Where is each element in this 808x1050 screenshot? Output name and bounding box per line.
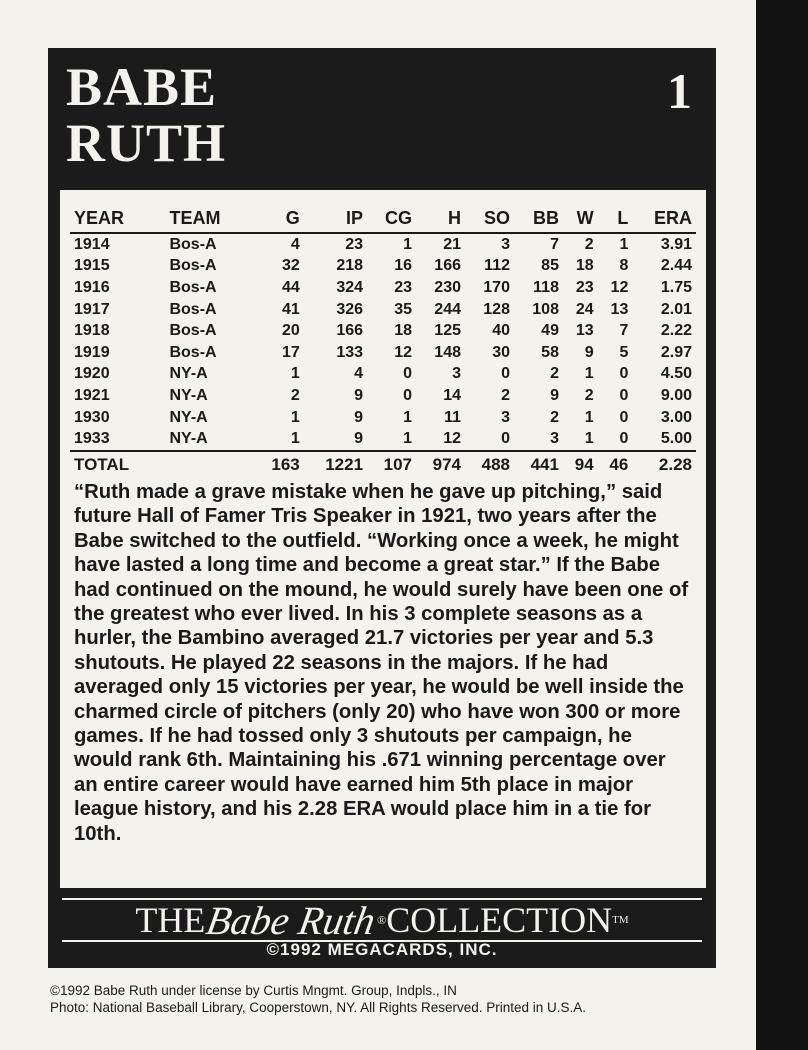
stats-cell-team: Bos-A [169,322,217,340]
stats-cell-so: 112 [484,257,510,275]
stats-cell-bb: 108 [532,300,559,318]
stats-header-row [70,206,696,233]
stats-cell-w: 1 [584,408,594,426]
stats-cell-year: 1915 [74,257,110,275]
legal-text [50,982,730,1016]
stats-cell-ip: 9 [354,386,364,404]
stats-cell-l: 0 [619,365,629,383]
stats-cell-w: 9 [584,343,594,361]
stats-cell-ip: 23 [345,235,364,253]
stats-cell-h: 148 [434,343,461,361]
stats-cell-ip: 326 [336,300,364,318]
stats-cell-w: 1 [584,430,594,448]
stats-cell-bb: 2 [550,408,559,426]
stats-total-l: 46 [598,451,633,478]
stats-row [70,407,696,429]
stats-cell-g: 41 [281,300,300,318]
stats-cell-so: 128 [483,300,510,318]
stats-cell-g: 1 [290,430,300,448]
stats-cell-ip: 4 [354,365,364,383]
stats-total-cg: 107 [367,451,416,478]
stats-cell-g: 32 [281,257,300,275]
stats-cell-w: 23 [575,278,594,296]
stats-cell-l: 8 [619,257,629,275]
stats-cell-bb: 2 [550,365,559,383]
stats-cell-team: Bos-A [169,300,217,318]
stats-row [70,320,696,342]
stats-cell-year: 1920 [74,365,110,383]
stats-cell-cg: 1 [403,430,413,448]
stats-total-bb: 441 [514,451,563,478]
stats-cell-era: 5.00 [660,430,692,448]
stats-cell-w: 24 [575,300,594,318]
stats-total-h: 974 [416,451,465,478]
stats-cell-l: 0 [619,386,629,404]
stats-cell-h: 21 [443,235,461,253]
stats-total-ip: 1221 [304,451,367,478]
stats-cell-w: 2 [584,386,594,404]
stats-cell-year: 1919 [74,343,110,361]
stats-cell-era: 2.97 [660,343,692,361]
stats-cell-year: 1914 [74,235,110,253]
stats-header-w: W [563,206,598,233]
stats-row [70,299,696,321]
stats-cell-year: 1933 [74,430,110,448]
stats-header-h: H [416,206,465,233]
stats-cell-team: Bos-A [169,278,217,296]
stats-cell-bb: 9 [550,386,559,404]
pitching-stats-table [70,206,696,478]
stats-cell-h: 230 [434,278,461,296]
stats-cell-h: 12 [443,430,461,448]
stats-header-cg: CG [367,206,416,233]
stats-cell-l: 0 [619,430,629,448]
player-name [66,57,227,173]
stats-cell-cg: 0 [403,386,413,404]
stats-row [70,277,696,299]
stats-cell-l: 7 [619,322,629,340]
stats-cell-so: 170 [483,278,510,296]
stats-cell-w: 13 [575,322,594,340]
stats-cell-cg: 23 [394,278,413,296]
stats-header-era: ERA [632,206,696,233]
player-last-name: RUTH [66,113,227,173]
stats-header-ip: IP [304,206,367,233]
stats-cell-year: 1916 [74,278,110,296]
trademark-mark: TM [612,914,629,926]
stats-cell-so: 0 [501,365,510,383]
stats-row [70,385,696,407]
stats-cell-ip: 218 [336,257,364,275]
stats-cell-era: 3.91 [660,235,692,253]
stats-total-year: TOTAL [70,451,165,478]
stats-cell-h: 3 [452,365,461,383]
stats-cell-so: 40 [492,322,510,340]
stats-row [70,233,696,256]
stats-cell-l: 5 [619,343,629,361]
stats-cell-ip: 9 [354,408,364,426]
stats-cell-so: 3 [501,235,510,253]
stats-header-team: TEAM [165,206,254,233]
stats-cell-team: NY-A [169,408,208,426]
legal-line-photo: Photo: National Baseball Library, Cooperstown, NY. All Rights Reserved. Printed in U.S.A. [50,1000,587,1015]
stats-row [70,256,696,278]
stats-cell-h: 244 [434,300,461,318]
stats-cell-ip: 166 [336,322,364,340]
stats-cell-team: NY-A [169,365,208,383]
stats-cell-g: 2 [290,386,300,404]
stats-total-w: 94 [563,451,598,478]
stats-cell-year: 1918 [74,322,110,340]
stats-header-l: L [598,206,633,233]
stats-cell-team: NY-A [169,386,208,404]
stats-cell-cg: 35 [394,300,413,318]
stats-cell-cg: 1 [403,235,413,253]
stats-body [70,233,696,478]
stats-cell-team: NY-A [169,430,208,448]
stats-cell-era: 3.00 [660,408,692,426]
stats-total-g: 163 [255,451,304,478]
stats-cell-h: 11 [444,408,461,426]
stats-cell-bb: 3 [550,430,559,448]
card-number: 1 [667,63,692,119]
stats-header-so: SO [465,206,514,233]
stats-cell-g: 20 [281,322,300,340]
stats-cell-g: 44 [281,278,300,296]
stats-box [60,190,706,888]
stats-cell-bb: 49 [541,322,559,340]
stats-cell-so: 0 [501,430,510,448]
logo-prefix: THE [135,900,206,940]
collection-logo [62,898,702,942]
stats-cell-team: Bos-A [169,257,217,275]
stats-cell-era: 9.00 [660,386,692,404]
stats-row [70,428,696,451]
stats-cell-team: Bos-A [169,235,217,253]
babe-ruth-signature: Babe Ruth [203,897,380,943]
stats-cell-l: 0 [619,408,629,426]
stats-cell-w: 2 [584,235,594,253]
stats-cell-year: 1917 [74,300,110,318]
player-first-name: BABE [66,57,218,117]
stats-row [70,342,696,364]
stats-cell-era: 2.22 [660,322,692,340]
logo-suffix: COLLECTION [386,900,613,940]
stats-cell-l: 1 [619,235,629,253]
stats-cell-bb: 118 [533,278,559,296]
stats-total-team [165,451,254,478]
registered-mark: ® [377,912,387,927]
stats-cell-era: 4.50 [660,365,692,383]
stats-cell-bb: 58 [541,343,559,361]
stats-cell-g: 1 [290,365,300,383]
stats-cell-era: 2.44 [660,257,692,275]
stats-cell-team: Bos-A [169,343,217,361]
stats-cell-h: 125 [434,322,461,340]
stats-cell-h: 166 [434,257,461,275]
background-edge [756,0,808,1050]
stats-cell-bb: 85 [541,257,559,275]
stats-cell-l: 12 [610,278,629,296]
stats-cell-ip: 324 [336,278,364,296]
quote-text: “Ruth made a grave mistake when he gave up pitching,” said future Hall of Famer Tris Speaker in 1921, two years after the Babe switched to the outfield. “Working once a week, he might have lasted a long time and become a great star.” If the Babe had continued on the mound, he would surely have been one of the greatest who ever lived. In his 3 complete seasons as a hurler, the Bambino averaged 21.7 victories per year and 5.3 shutouts. He played 22 seasons in the majors. If he had averaged only 15 victories per year, he would be well inside the charmed circle of pitchers (only 20) who have won 300 or more games. If he had tossed only 3 shutouts per campaign, he would rank 6th. Maintaining his .671 winning percentage over an entire career would have earned him 5th place in major league history, and his 2.28 ERA would place him in a tie for 10th. [74,481,689,845]
stats-total-era: 2.28 [632,451,696,478]
stats-cell-so: 3 [501,408,510,426]
stats-cell-cg: 0 [403,365,413,383]
stats-cell-year: 1930 [74,408,110,426]
stats-cell-cg: 18 [394,322,413,340]
stats-cell-cg: 12 [394,343,413,361]
stats-cell-g: 17 [281,343,300,361]
publisher-copyright: ©1992 MEGACARDS, INC. [266,940,498,959]
stats-header-bb: BB [514,206,563,233]
stats-row [70,364,696,386]
stats-cell-era: 1.75 [660,278,692,296]
stats-cell-g: 4 [290,235,300,253]
stats-cell-era: 2.01 [660,300,692,318]
stats-cell-h: 14 [443,386,461,404]
stats-cell-g: 1 [290,408,300,426]
stats-cell-w: 1 [584,365,594,383]
stats-header-year: YEAR [70,206,165,233]
legal-line-license: ©1992 Babe Ruth under license by Curtis Mngmt. Group, Indpls., IN [50,983,457,998]
stats-cell-w: 18 [575,257,594,275]
stats-cell-so: 30 [492,343,510,361]
stats-cell-ip: 9 [354,430,364,448]
stats-total-so: 488 [465,451,514,478]
stats-cell-year: 1921 [74,386,110,404]
stats-cell-bb: 7 [550,235,559,253]
card-panel [48,48,716,968]
stats-cell-l: 13 [610,300,629,318]
stats-total-row [70,451,696,478]
stats-cell-cg: 16 [394,257,413,275]
stats-cell-ip: 133 [336,343,364,361]
stats-cell-so: 2 [501,386,510,404]
stats-header-g: G [255,206,304,233]
stats-cell-cg: 1 [403,408,413,426]
